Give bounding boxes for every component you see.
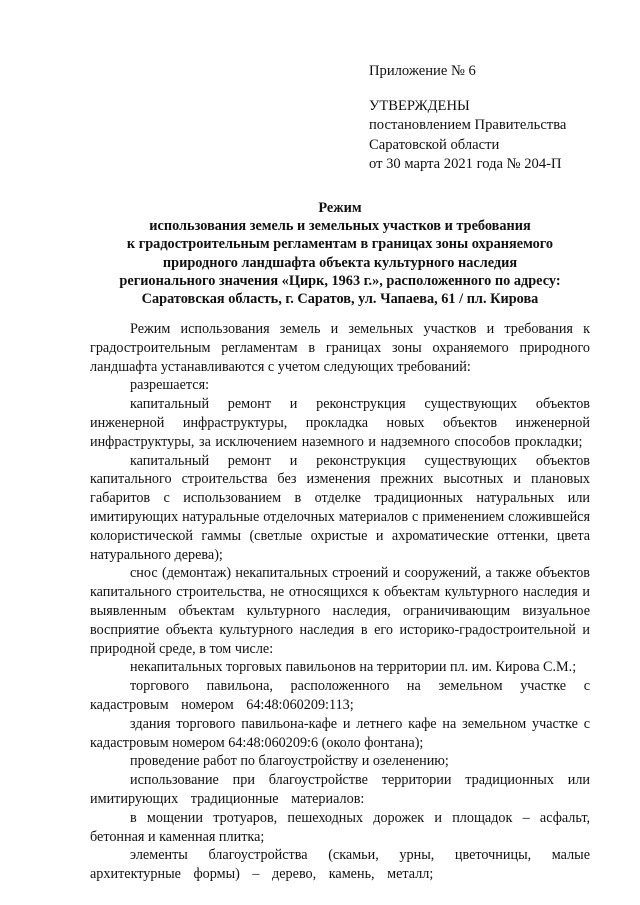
title-line: природного ландшафта объекта культурного наследия xyxy=(162,254,518,271)
title-line: регионального значения «Цирк, 1963 г.», расположенного по адресу: xyxy=(119,272,561,289)
paragraph: элементы благоустройства (скамьи, урны, цветочницы, малые архитектурные формы) – дерево, камень, металл; xyxy=(90,847,590,883)
paragraph: некапитальных торговых павильонов на территории пл. им. Кирова С.М.; xyxy=(130,659,577,676)
paragraph: разрешается: xyxy=(130,377,210,394)
title-line: к градостроительным регламентам в границах зоны охраняемого xyxy=(126,236,554,253)
approval-line: Саратовской области xyxy=(369,136,500,153)
paragraph: использование при благоустройстве территории традиционных или имитирующих традиционные материалов: xyxy=(90,772,590,807)
approval-block xyxy=(369,62,619,175)
appendix-number: Приложение № 6 xyxy=(369,63,476,79)
paragraph: здания торгового павильона-кафе и летнего кафе на земельном участке с кадастровым номером 64:48:060209:6 (около фонтана); xyxy=(90,715,590,751)
paragraph: капитальный ремонт и реконструкция существующих объектов капитального строительства без изменения прежних высотных и плановых габаритов с использованием в отделке традиционных натуральных или имитирующих натуральные отделочных материалов с применением сложившейся колористической гаммы (светлые охристые и ахроматические оттенки, цвета натурального дерева); xyxy=(90,452,590,563)
title-line: Режим xyxy=(318,200,362,216)
document-title xyxy=(80,199,600,308)
title-line: Саратовская область, г. Саратов, ул. Чапаева, 61 / пл. Кирова xyxy=(141,291,539,308)
paragraph: снос (демонтаж) некапитальных строений и сооружений, а также объектов капитального строительства, не относящихся к объектам культурного наследия и выявленным объектам культурного наследия, ограничивающим визуальное восприятие объекта культурного наследия в его историко-градостроительной и природной среде, в том числе: xyxy=(90,565,590,657)
paragraph: в мощении тротуаров, пешеходных дорожек и площадок – асфальт, бетонная и каменная плитка; xyxy=(90,809,590,845)
paragraph: Режим использования земель и земельных участков и требования к градостроительным регламентам в границах зоны охраняемого природного ландшафта устанавливаются с учетом следующих требований: xyxy=(90,321,590,375)
paragraph: торгового павильона, расположенного на земельном участке с кадастровым номером 64:48:060209:113; xyxy=(90,678,590,713)
approved-heading: УТВЕРЖДЕНЫ xyxy=(369,97,470,114)
document-body xyxy=(90,320,590,884)
paragraph: капитальный ремонт и реконструкция существующих объектов инженерной инфраструктуры, прокладка новых объектов инженерной инфраструктуры, за исключением наземного и надземного способов прокладки; xyxy=(90,396,590,450)
approval-line: постановлением Правительства xyxy=(369,117,567,134)
approval-line: от 30 марта 2021 года № 204-П xyxy=(369,156,562,173)
paragraph: проведение работ по благоустройству и озеленению; xyxy=(130,753,449,770)
title-line: использования земель и земельных участков и требования xyxy=(149,218,531,235)
